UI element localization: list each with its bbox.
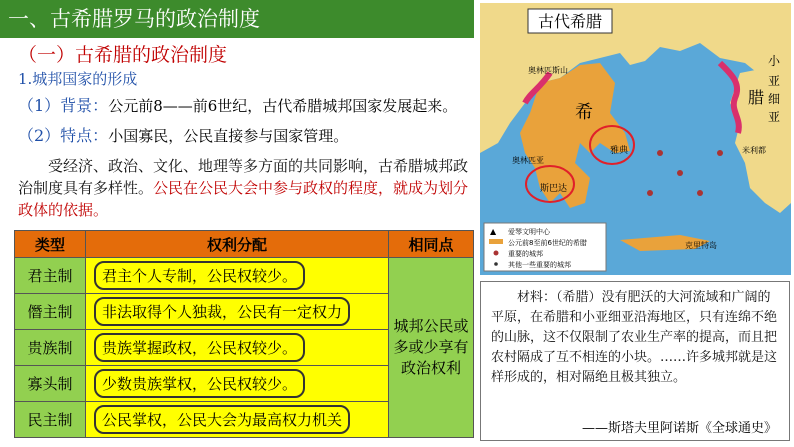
dist-cell: [86, 294, 389, 330]
legend-dot: [494, 262, 498, 266]
table-header-row: [15, 231, 474, 258]
polity-table: [14, 230, 474, 438]
dist-cell: [86, 330, 389, 366]
background-line: [18, 93, 457, 116]
island-dot: [677, 170, 683, 176]
dist-text: 君主个人专制，公民权较少。: [94, 261, 305, 290]
material-text: 材料：（希腊）没有肥沃的大河流域和广阔的平原，在希腊和小亚细亚沿海地区，只有连绵不绝的山脉，这不仅限制了农业生产率的提高，而且把农村隔成了互不相连的小块。……许多城邦就是这样形成的，相对隔绝且极其独立。: [491, 290, 778, 385]
feature-label: （2）特点：: [18, 126, 109, 145]
background-label: （1）背景：: [18, 96, 109, 115]
common-cell: 城邦公民或多或少享有政治权利: [389, 258, 474, 438]
ancient-greece-map: [480, 3, 791, 275]
map-label-asia: 亚: [768, 74, 781, 88]
type-cell: 君主制: [15, 258, 86, 294]
dist-text: 公民掌权，公民大会为最高权力机关: [94, 405, 350, 434]
island-dot: [717, 150, 723, 156]
section-subtitle: （一）古希腊的政治制度: [18, 44, 228, 66]
type-cell: 僭主制: [15, 294, 86, 330]
dist-text: 非法取得个人独裁，公民有一定权力: [94, 297, 350, 326]
feature-text: 小国寡民，公民直接参与国家管理。: [108, 127, 349, 145]
legend-item: 其他一些重要的城邦: [508, 261, 571, 269]
map-label-la: 细: [768, 92, 781, 106]
point-heading: 1.城邦国家的形成: [18, 70, 138, 88]
header-dist: 权利分配: [86, 231, 389, 258]
type-cell: 寡头制: [15, 366, 86, 402]
type-cell: 贵族制: [15, 330, 86, 366]
map-label-la2: 腊: [748, 88, 765, 107]
map-label-olympia: 奥林匹亚: [512, 156, 544, 165]
diversity-paragraph: [18, 155, 474, 221]
legend-item: 公元前8至前6世纪的希腊: [508, 239, 587, 247]
feature-line: [18, 123, 348, 146]
island-dot: [697, 190, 703, 196]
map-label-athens: 雅典: [610, 146, 629, 156]
title-banner: [0, 0, 474, 38]
dist-cell: [86, 258, 389, 294]
legend-marker: ▲: [490, 227, 497, 236]
type-cell: 民主制: [15, 402, 86, 438]
map-label-crete: 克里特岛: [685, 241, 717, 250]
map-label-ya: 亚: [768, 110, 781, 124]
header-common: 相同点: [389, 231, 474, 258]
map-label-minor: 小: [768, 54, 781, 68]
table-row: [15, 258, 474, 294]
map-label-miletus: 米利都: [742, 146, 766, 155]
material-source: ——斯塔夫里阿诺斯《全球通史》: [581, 421, 777, 436]
legend-item: 重要的城邦: [508, 250, 543, 258]
material-box: [480, 281, 790, 441]
map-label-greece: 希: [575, 102, 593, 123]
header-type: 类型: [15, 231, 86, 258]
para-red: 公民在公民大会中参与政权的程度，就成为划分政体的依据。: [18, 179, 469, 219]
dist-text: 少数贵族掌权，公民权较少。: [94, 369, 305, 398]
island-dot: [647, 190, 653, 196]
legend-item: 爱琴文明中心: [508, 228, 550, 236]
page-title: 一、古希腊罗马的政治制度: [8, 7, 260, 31]
map-title: 古代希腊: [537, 12, 603, 31]
map-label-olympus: 奥林匹斯山: [528, 66, 568, 75]
dist-cell: [86, 366, 389, 402]
para-normal: 受经济、政治、文化、地理等多方面的共同影响，古希腊城邦政治制度具有多样性。: [18, 157, 469, 197]
dist-text: 贵族掌握政权，公民权较少。: [94, 333, 305, 362]
dist-cell: [86, 402, 389, 438]
legend-swatch: [489, 239, 503, 244]
background-text: 公元前8——前6世纪，古代希腊城邦国家发展起来。: [108, 97, 458, 115]
map-label-sparta: 斯巴达: [540, 184, 568, 194]
island-dot: [657, 150, 663, 156]
legend-dot: [494, 251, 499, 256]
